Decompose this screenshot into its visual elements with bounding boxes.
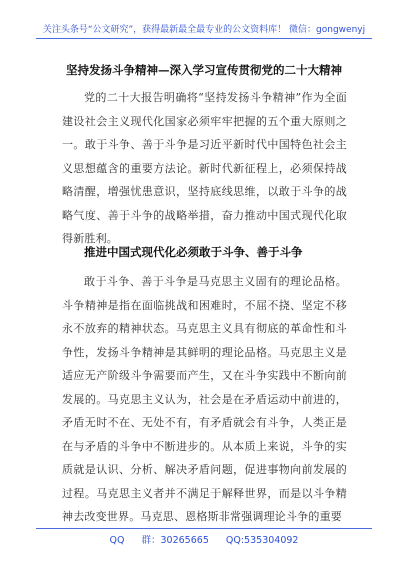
paragraph-1: 党的二十大报告明确将“坚持发扬斗争精神”作为全面建设社会主义现代化国家必须牢牢把握的五个重大原则之一。敢于斗争、善于斗争是习近平新时代中国特色社会主义思想蕴含的重要方法论。新时代新征程上，必须保持战略清醒，增强忧患意识，坚持底线思维，以敢于斗争的战略气度、善于斗争的战略举措，奋力推动中国式现代化取得新胜利。 — [62, 91, 347, 245]
paragraph-2: 敢于斗争、善于斗争是马克思主义固有的理论品格。斗争精神是指在面临挑战和困难时，不屈不挠、坚定不移永不放弃的精神状态。马克思主义具有彻底的革命性和斗争性，发扬斗争精神是其鲜明的理论品格。马克思主义是适应无产阶级斗争需要而产生，又在斗争实践中不断向前发展的。马克思主义认为，社会是在矛盾运动中前进的，矛盾无时不在、无处不有，有矛盾就会有斗争，人类正是在与矛盾的斗争中不断进步的。从本质上来说，斗争的实质就是认识、分析、解决矛盾问题，促进事物向前发展的过程。马克思主义者并不满足于解释世界，而是以斗争精神去改变世界。马克思、恩格斯非常强调理论斗争的重要 — [62, 275, 347, 523]
footer-banner — [0, 532, 408, 546]
footer-qq-number: QQ:535304092 — [225, 535, 299, 546]
header-divider — [36, 38, 372, 39]
footer-divider — [36, 528, 372, 529]
document-title: 坚持发扬斗争精神—深入学习宣传贯彻党的二十大精神 — [66, 63, 342, 77]
footer-qq-group: QQ 群：30265665 — [109, 535, 209, 546]
section-heading: 推进中国式现代化必须敢于斗争、善于斗争 — [84, 245, 303, 259]
header-banner: 关注头条号“公文研究”，获得最新最全最专业的公文资料库！ 微信：gongwenyj — [42, 25, 366, 35]
